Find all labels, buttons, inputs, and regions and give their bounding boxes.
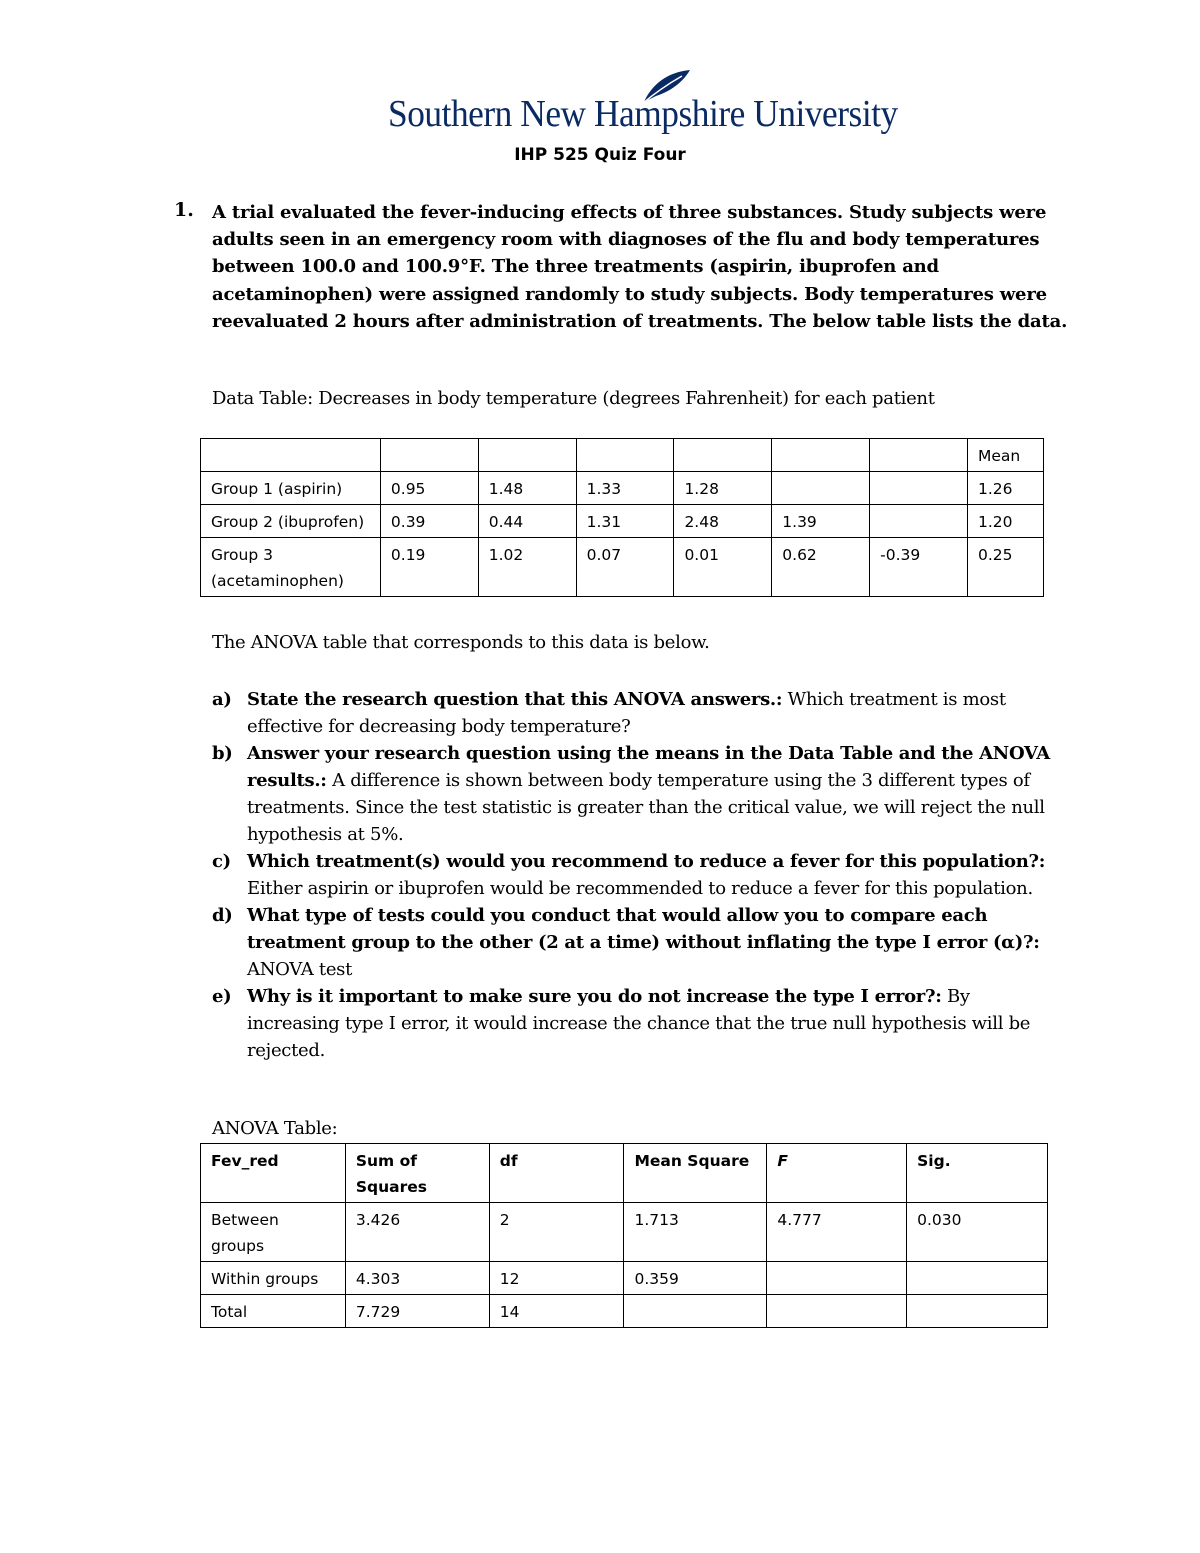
answer-text: Which treatment is most effective for decreasing body temperature? (247, 689, 1006, 737)
leaf-icon (638, 68, 698, 108)
table-cell: 0.44 (478, 505, 576, 538)
list-item (212, 902, 1062, 983)
sub-question: State the research question that this ANOVA answers.: (247, 689, 783, 710)
answer-text: By increasing type I error, it would increase the chance that the true null hypothesis will be rejected. (247, 986, 1031, 1061)
header-cell (576, 439, 674, 472)
table-header-row (201, 1144, 1048, 1203)
table-row (201, 505, 1044, 538)
table-cell: 1.39 (772, 505, 870, 538)
header-cell (201, 439, 381, 472)
table-cell (624, 1295, 767, 1328)
table-cell: 0.359 (624, 1262, 767, 1295)
list-item (212, 983, 1062, 1064)
answer-text: Either aspirin or ibuprofen would be recommended to reduce a fever for this population. (247, 878, 1033, 899)
list-item (212, 686, 1062, 740)
table-row (201, 538, 1044, 597)
header-cell: Sum of Squares (345, 1144, 489, 1203)
header-cell (478, 439, 576, 472)
header-cell: Fev_red (201, 1144, 346, 1203)
table-cell: 4.777 (767, 1203, 907, 1262)
table-cell (907, 1295, 1048, 1328)
table-cell: 7.729 (345, 1295, 489, 1328)
header-cell: df (489, 1144, 624, 1203)
header-cell: Sig. (907, 1144, 1048, 1203)
table-cell: 1.28 (674, 472, 772, 505)
anova-table (200, 1143, 1048, 1328)
table-cell: 14 (489, 1295, 624, 1328)
logo-wordmark: Southern New Hampshire University (388, 93, 898, 135)
table-cell: 4.303 (345, 1262, 489, 1295)
header-cell: Mean (967, 439, 1043, 472)
question-number: 1. (174, 199, 194, 221)
table-cell (767, 1295, 907, 1328)
row-label: Group 1 (aspirin) (201, 472, 381, 505)
table-cell: 0.01 (674, 538, 772, 597)
table-cell (767, 1262, 907, 1295)
university-logo (388, 70, 898, 136)
item-letter: e) (212, 986, 232, 1007)
header-cell (870, 439, 968, 472)
table-cell: 2 (489, 1203, 624, 1262)
anova-table-caption: ANOVA Table: (212, 1118, 338, 1139)
table-cell: 0.39 (380, 505, 478, 538)
header-cell (772, 439, 870, 472)
row-label: Within groups (201, 1262, 346, 1295)
table-cell (870, 505, 968, 538)
list-item (212, 740, 1062, 848)
table-cell: 0.07 (576, 538, 674, 597)
table-cell: -0.39 (870, 538, 968, 597)
table-cell: 12 (489, 1262, 624, 1295)
header-cell: F (767, 1144, 907, 1203)
table-cell: 1.20 (967, 505, 1043, 538)
table-cell: 0.25 (967, 538, 1043, 597)
table-cell: 1.713 (624, 1203, 767, 1262)
table-row (201, 1295, 1048, 1328)
table-cell: 0.62 (772, 538, 870, 597)
data-table (200, 438, 1044, 597)
question-prompt: A trial evaluated the fever-inducing effects of three substances. Study subjects were adults seen in an emergency room with diagnoses of the flu and body temperatures between 100.0 and 100.9°F. The three treatments (aspirin, ibuprofen and acetaminophen) were assigned randomly to study subjects. Body temperatures were reevaluated 2 hours after administration of treatments. The below table lists the data. (212, 202, 1068, 332)
sub-question: Which treatment(s) would you recommend to reduce a fever for this population?: (247, 851, 1046, 872)
item-letter: d) (212, 905, 233, 926)
table-cell: 0.95 (380, 472, 478, 505)
table-cell: 1.26 (967, 472, 1043, 505)
table-cell: 1.33 (576, 472, 674, 505)
table-cell (772, 472, 870, 505)
row-label: Group 3 (acetaminophen) (201, 538, 381, 597)
sub-question: Why is it important to make sure you do not increase the type I error?: (247, 986, 942, 1007)
item-letter: c) (212, 851, 231, 872)
header-cell (380, 439, 478, 472)
header-cell (674, 439, 772, 472)
sub-question: Answer your research question using the means in the Data Table and the ANOVA results.: (247, 743, 1050, 791)
table-cell: 1.48 (478, 472, 576, 505)
sub-question: What type of tests could you conduct that would allow you to compare each treatment group to the other (2 at a time) without inflating the type I error (α)?: (247, 905, 1040, 953)
table-cell: 0.030 (907, 1203, 1048, 1262)
table-cell: 1.31 (576, 505, 674, 538)
answer-text: A difference is shown between body temperature using the 3 different types of treatments. Since the test statistic is greater than the critical value, we will reject the null hypothesis at 5%. (247, 770, 1045, 845)
anova-intro-text: The ANOVA table that corresponds to this data is below. (212, 632, 710, 653)
table-row (201, 1262, 1048, 1295)
data-table-caption: Data Table: Decreases in body temperature (degrees Fahrenheit) for each patient (212, 388, 935, 409)
table-cell (870, 472, 968, 505)
table-cell: 1.02 (478, 538, 576, 597)
item-letter: b) (212, 743, 233, 764)
row-label: Group 2 (ibuprofen) (201, 505, 381, 538)
table-cell (907, 1262, 1048, 1295)
table-row (201, 1203, 1048, 1262)
answer-text: ANOVA test (247, 959, 353, 980)
row-label: Total (201, 1295, 346, 1328)
header-cell: Mean Square (624, 1144, 767, 1203)
row-label: Between groups (201, 1203, 346, 1262)
table-cell: 0.19 (380, 538, 478, 597)
table-cell: 2.48 (674, 505, 772, 538)
list-item (212, 848, 1062, 902)
question-list (212, 686, 1062, 1064)
table-header-row (201, 439, 1044, 472)
table-row (201, 472, 1044, 505)
table-cell: 3.426 (345, 1203, 489, 1262)
page-title: IHP 525 Quiz Four (514, 145, 686, 165)
item-letter: a) (212, 689, 232, 710)
